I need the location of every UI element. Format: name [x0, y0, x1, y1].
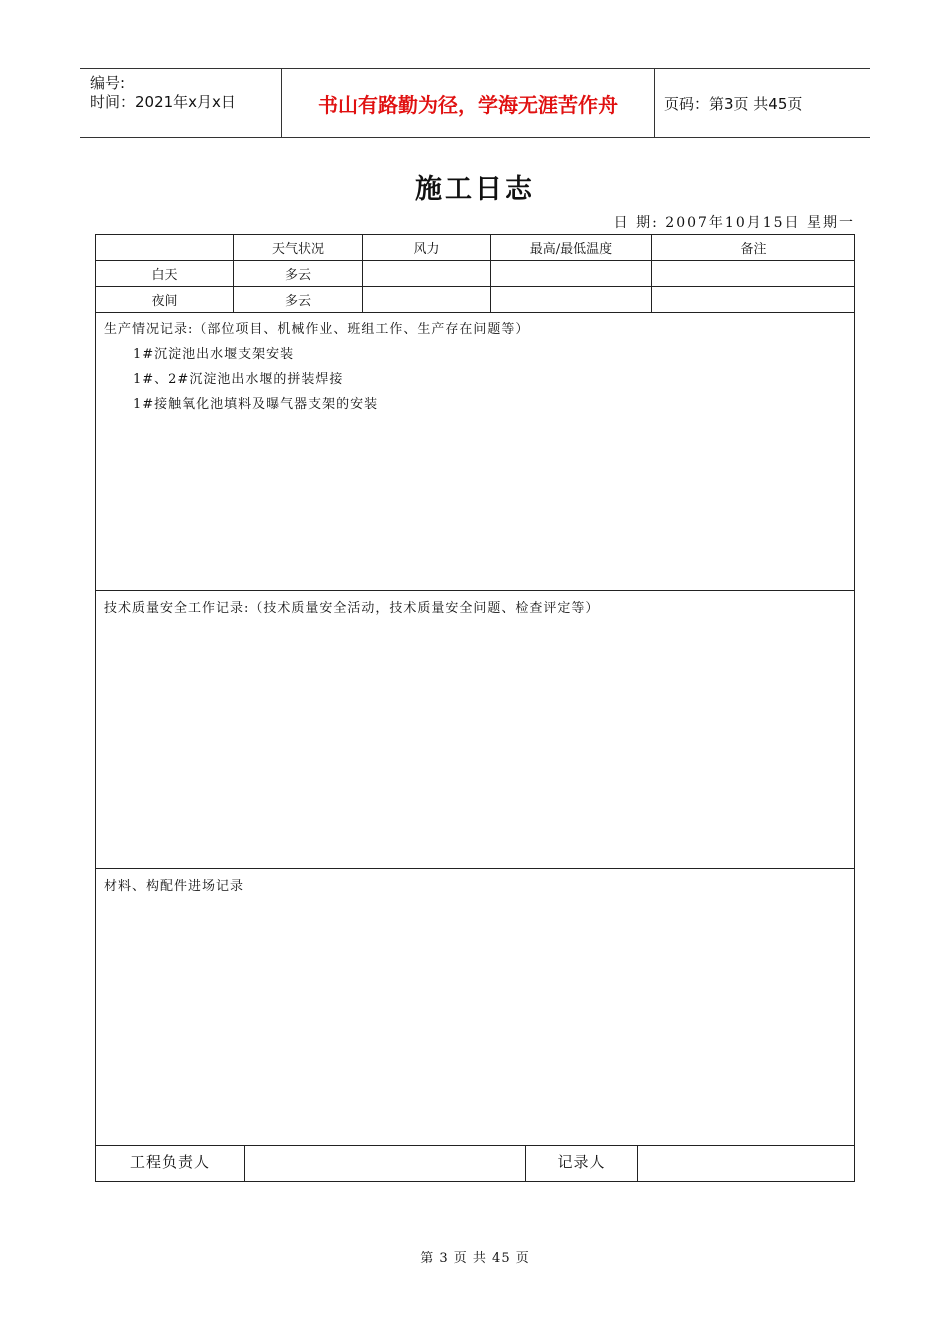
- column-header-weather: 天气状况: [271, 242, 324, 257]
- page-footer: 第 3 页 共 45 页: [420, 1251, 530, 1266]
- day-temperature[interactable]: [491, 261, 651, 286]
- row-label-day: 白天: [151, 268, 178, 283]
- date-line: 日 期: 2007年10月15日 星期一: [613, 215, 855, 231]
- production-item: 1#、2#沉淀池出水堰的拼装焊接: [133, 372, 344, 387]
- document-number-label: 编号:: [90, 74, 126, 92]
- motto-text: 书山有路勤为径，学海无涯苦作舟: [318, 92, 618, 117]
- row-label-night: 夜间: [151, 294, 178, 309]
- production-item: 1#接触氧化池填料及曝气器支架的安装: [133, 397, 379, 412]
- section-divider: [95, 590, 855, 591]
- column-header-wind: 风力: [413, 242, 440, 257]
- row-divider: [95, 312, 855, 313]
- page-info: 页码：第3页 共45页: [664, 94, 803, 113]
- recorder-label: 记录人: [557, 1152, 606, 1171]
- header-page-cell: [654, 69, 870, 137]
- column-header-note: 备注: [740, 242, 767, 257]
- engineer-in-charge-value[interactable]: [245, 1146, 525, 1176]
- day-wind[interactable]: [363, 261, 490, 286]
- night-temperature[interactable]: [491, 287, 651, 312]
- engineer-in-charge-label: 工程负责人: [129, 1152, 210, 1171]
- section-divider: [95, 868, 855, 869]
- page-title: 施工日志: [415, 174, 535, 205]
- quality-safety-record-label: 技术质量安全工作记录:（技术质量安全活动，技术质量安全问题、检查评定等）: [104, 601, 600, 616]
- production-record-label: 生产情况记录:（部位项目、机械作业、班组工作、生产存在问题等）: [104, 322, 530, 337]
- materials-record-label: 材料、构配件进场记录: [104, 879, 245, 894]
- day-weather[interactable]: 多云: [284, 268, 311, 283]
- day-note[interactable]: [652, 261, 855, 286]
- page-header: [80, 68, 870, 138]
- night-weather[interactable]: 多云: [284, 294, 311, 309]
- header-motto-cell: [281, 69, 655, 137]
- production-item: 1#沉淀池出水堰支架安装: [133, 347, 295, 362]
- column-header-temperature: 最高/最低温度: [529, 242, 613, 257]
- night-note[interactable]: [652, 287, 855, 312]
- night-wind[interactable]: [363, 287, 490, 312]
- header-meta: [80, 69, 280, 137]
- recorder-value[interactable]: [638, 1146, 855, 1176]
- document-time: 时间：2021年x月x日: [90, 93, 236, 111]
